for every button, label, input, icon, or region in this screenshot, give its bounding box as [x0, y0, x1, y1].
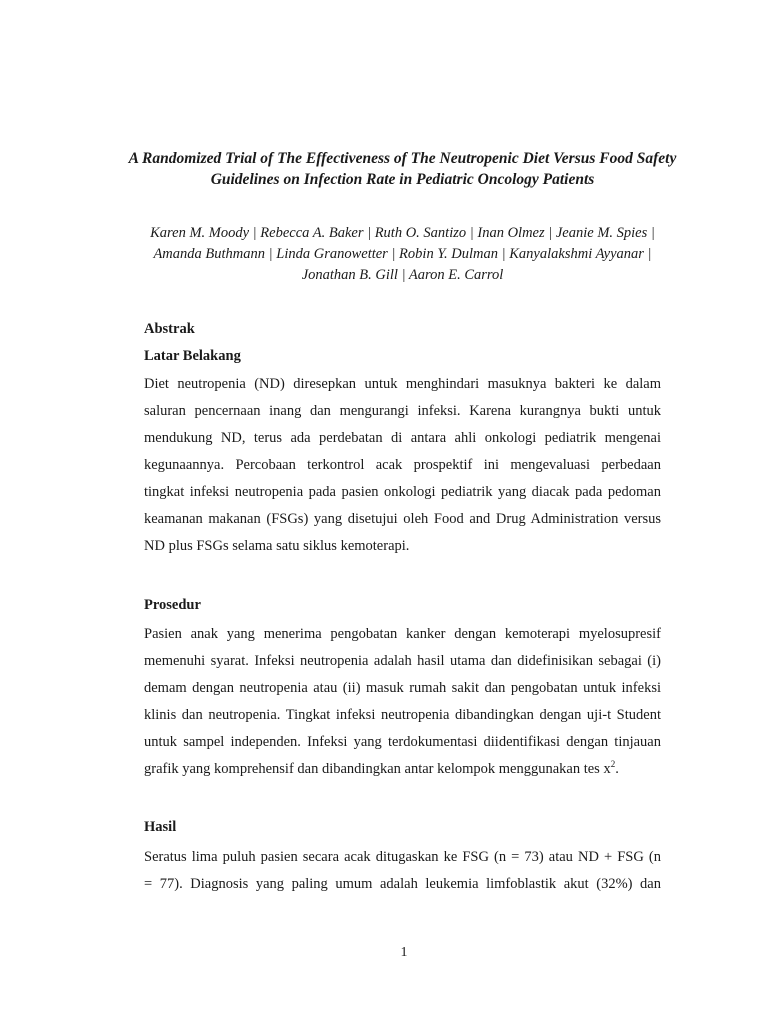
text-line: memenuhi syarat. Infeksi neutropenia adalah hasil utama dan didefinisikan sebagai (i): [144, 653, 661, 669]
text-line: kegunaannya. Percobaan terkontrol acak prospektif ini mengevaluasi perbedaan: [144, 457, 661, 473]
text-line: = 77). Diagnosis yang paling umum adalah leukemia limfoblastik akut (32%) dan: [144, 876, 661, 892]
text-line: Seratus lima puluh pasien secara acak ditugaskan ke FSG (n = 73) atau ND + FSG (n: [144, 849, 661, 865]
text-line: klinis dan neutropenia. Tingkat infeksi neutropenia dibandingkan dengan uji-t Student: [144, 707, 661, 723]
line-end: .: [615, 761, 619, 777]
text-line: Diet neutropenia (ND) diresepkan untuk menghindari masuknya bakteri ke dalam: [144, 376, 661, 392]
text-line: tingkat infeksi neutropenia pada pasien onkologi pediatrik yang diacak pada pedoman: [144, 484, 661, 500]
abstract-heading: Abstrak: [144, 321, 195, 337]
procedure-paragraph: [144, 621, 661, 783]
formula-text: grafik yang komprehensif dan dibandingkan antar kelompok menggunakan tes x: [144, 761, 611, 777]
page-number: 1: [400, 945, 408, 960]
text-line: saluran pencernaan inang dan mengurangi infeksi. Karena kurangnya bukti untuk: [144, 403, 661, 419]
background-paragraph: [144, 371, 661, 560]
results-paragraph: [144, 844, 661, 898]
text-line: mendukung ND, terus ada perdebatan di antara ahli onkologi pediatrik mengenai: [144, 430, 661, 446]
text-line: ND plus FSGs selama satu siklus kemoterapi.: [144, 538, 410, 554]
procedure-heading: Prosedur: [144, 597, 201, 613]
text-line: untuk sampel independen. Infeksi yang terdokumentasi diidentifikasi dengan tinjauan: [144, 734, 661, 750]
text-line: keamanan makanan (FSGs) yang disetujui oleh Food and Drug Administration versus: [144, 511, 661, 527]
text-line: Pasien anak yang menerima pengobatan kanker dengan kemoterapi myelosupresif: [144, 626, 661, 642]
paper-title: A Randomized Trial of The Effectiveness of The Neutropenic Diet Versus Food Safety Guidelines on Infection Rate in Pediatric Oncology Patients: [128, 150, 677, 188]
superscript: 2: [610, 759, 616, 770]
text-line: [144, 756, 661, 783]
background-heading: Latar Belakang: [144, 348, 241, 364]
results-heading: Hasil: [144, 819, 177, 835]
text-line: demam dengan neutropenia atau (ii) masuk rumah sakit dan pengobatan untuk infeksi: [144, 680, 661, 696]
author-list: Karen M. Moody | Rebecca A. Baker | Ruth O. Santizo | Inan Olmez | Jeanie M. Spies | Amanda Buthmann | Linda Granowetter | Robin Y. Dulman | Kanyalakshmi Ayyanar | Jonathan B. Gill | Aaron E. Carrol: [150, 225, 655, 283]
